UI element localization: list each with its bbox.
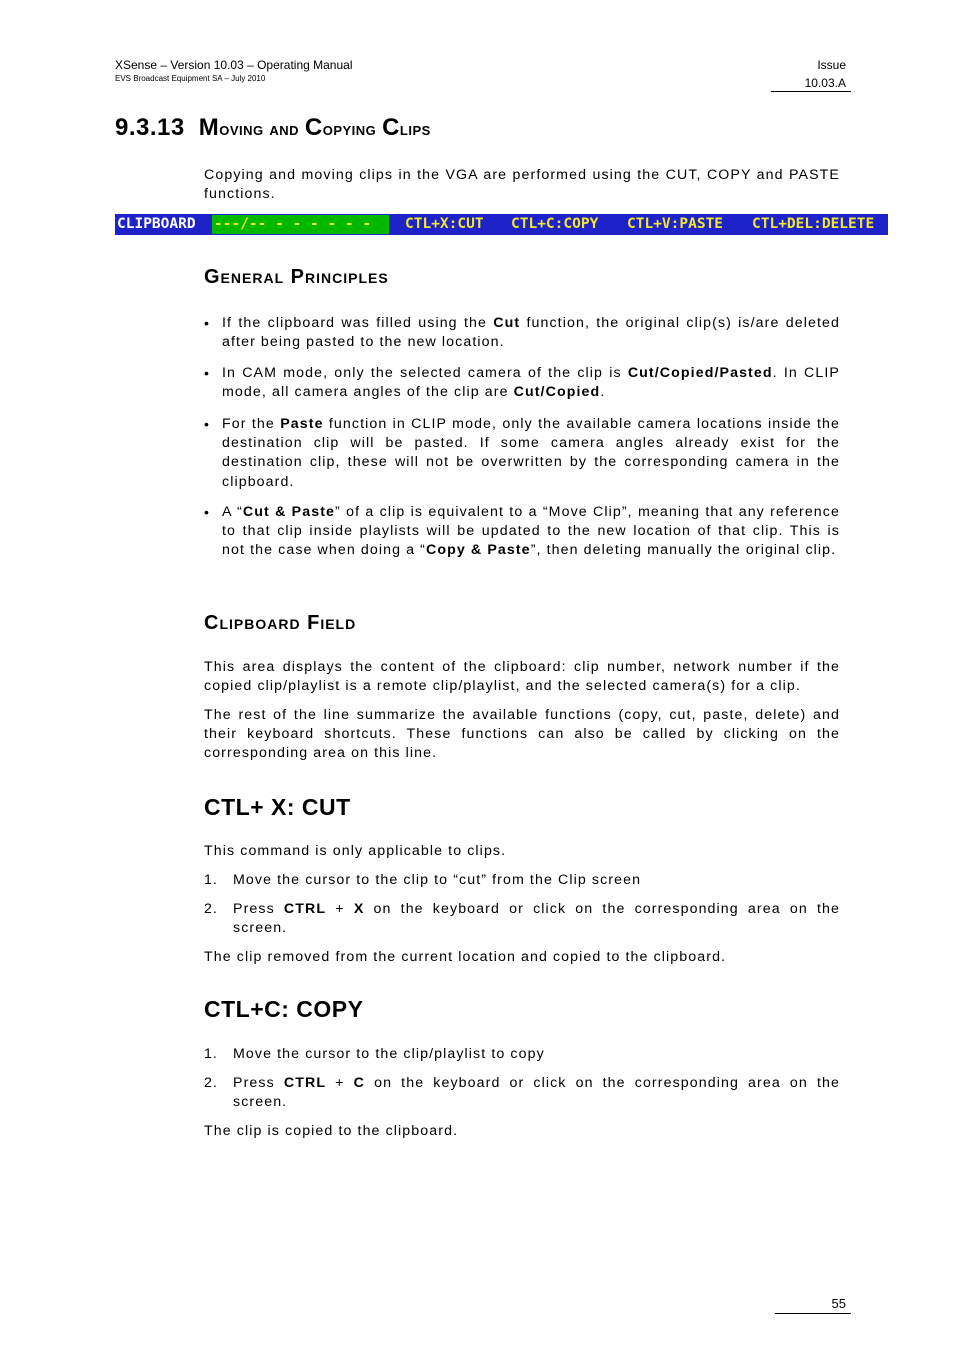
delete-command[interactable]: CTL+DEL:DELETE (752, 216, 875, 232)
section-heading (115, 114, 431, 142)
clipboard-field-heading: Clipboard Field (204, 612, 357, 634)
page-number: 55 (831, 1296, 846, 1311)
list-item: For the Paste function in CLIP mode, only the available camera locations inside the destination clip will be pasted. If some camera angles already exist for the destination clip, these will not be overwritten by the corresponding camera in the clipboard. (222, 416, 841, 490)
bullet-icon: • (204, 416, 209, 432)
section-intro: Copying and moving clips in the VGA are performed using the CUT, COPY and PASTE functions. (204, 167, 840, 203)
header-rule (771, 91, 851, 92)
step-text: Move the cursor to the clip to “cut” from the Clip screen (233, 872, 642, 888)
cut-intro: This command is only applicable to clips. (204, 843, 507, 859)
step-number: 1. (204, 872, 218, 888)
copy-result: The clip is copied to the clipboard. (204, 1123, 459, 1139)
copy-command[interactable]: CTL+C:COPY (511, 216, 599, 232)
list-item: If the clipboard was filled using the Cut function, the original clip(s) is/are deleted after being pasted to the new location. (222, 315, 840, 351)
cut-heading: CTL+ X: CUT (204, 794, 351, 820)
clipboard-field-paragraph-1: This area displays the content of the clipboard: clip number, network number if the copied clip/playlist is a remote clip/playlist, and the selected camera(s) for a clip. (204, 659, 840, 695)
clipboard-field-paragraph-2: The rest of the line summarize the available functions (copy, cut, paste, delete) and their keyboard shortcuts. These functions can also be called by clicking on the corresponding area on this line. (204, 707, 840, 762)
step-text: Move the cursor to the clip/playlist to copy (233, 1046, 545, 1062)
copy-heading: CTL+C: COPY (204, 996, 364, 1022)
step-text: Press CTRL + C on the keyboard or click on the corresponding area on the screen. (233, 1075, 841, 1111)
list-item: In CAM mode, only the selected camera of the clip is Cut/Copied/Pasted. In CLIP mode, all camera angles of the clip are Cut/Copied. (222, 365, 840, 401)
clipboard-value: ---/-- - - - - - - (212, 215, 389, 234)
cut-command[interactable]: CTL+X:CUT (405, 216, 484, 232)
bullet-icon: • (204, 315, 209, 331)
step-number: 1. (204, 1046, 218, 1062)
clipboard-label: CLIPBOARD (117, 216, 196, 232)
general-principles-heading: General Principles (204, 266, 389, 288)
document-subtitle: EVS Broadcast Equipment SA – July 2010 (115, 74, 266, 83)
step-text: Press CTRL + X on the keyboard or click on the corresponding area on the screen. (233, 901, 840, 937)
step-number: 2. (204, 901, 218, 917)
paste-command[interactable]: CTL+V:PASTE (627, 216, 724, 232)
issue-label: Issue (817, 58, 846, 72)
document-title: XSense – Version 10.03 – Operating Manual (115, 58, 353, 72)
section-title: Moving and Copying Clips (198, 114, 431, 141)
clipboard-bar (115, 214, 888, 235)
footer-rule (775, 1313, 851, 1314)
step-number: 2. (204, 1075, 218, 1091)
bullet-icon: • (204, 365, 209, 381)
section-number: 9.3.13 (115, 114, 185, 141)
issue-value: 10.03.A (804, 76, 846, 90)
cut-result: The clip removed from the current location and copied to the clipboard. (204, 949, 727, 965)
list-item: A “Cut & Paste” of a clip is equivalent to a “Move Clip”, meaning that any reference to that clip inside playlists will be updated to the new location of that clip. This is not the case when doing a “Copy & Paste”, then deleting manually the original clip. (222, 504, 840, 559)
bullet-icon: • (204, 504, 209, 520)
